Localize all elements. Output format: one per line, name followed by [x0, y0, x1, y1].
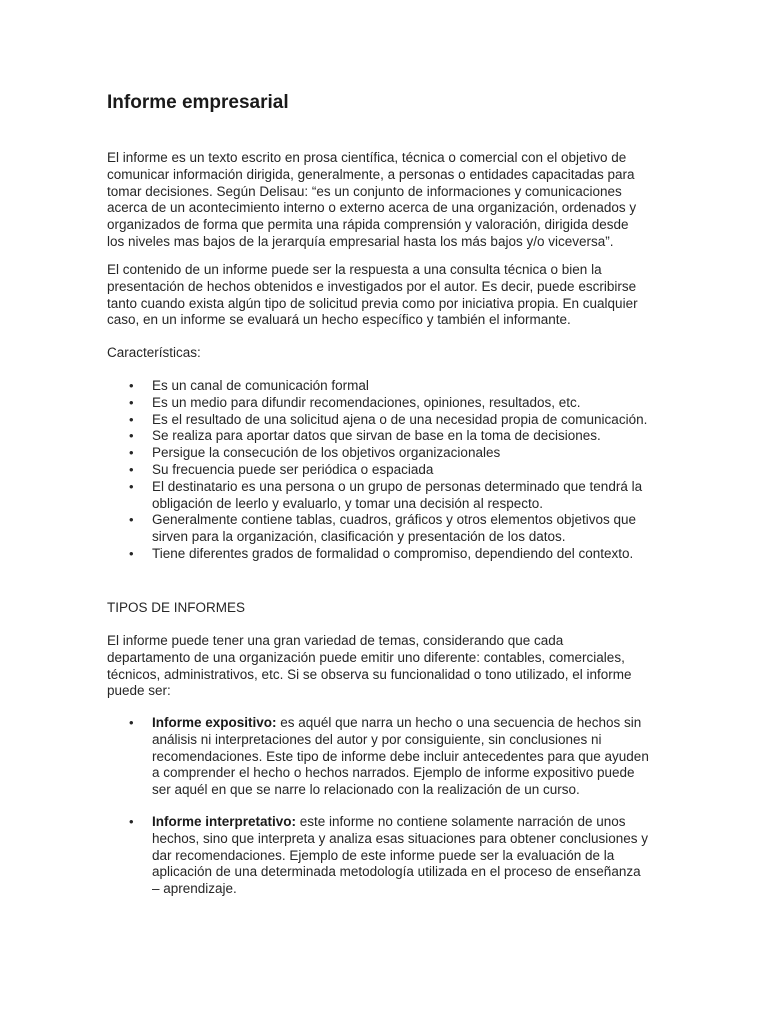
bullet-icon: • [129, 461, 134, 477]
bullet-icon: • [129, 378, 134, 393]
characteristics-list [107, 378, 647, 563]
list-item: • Tiene diferentes grados de formalidad o compromiso, dependiendo del contexto. [129, 545, 634, 561]
intro-line: El informe es un texto escrito en prosa científica, técnica o comercial con el objetivo de [107, 150, 627, 165]
type-term: Informe interpretativo: [152, 814, 297, 829]
intro-line: los niveles mas bajos de la jerarquía empresarial hasta los más bajos y/o viceversa”. [107, 233, 614, 249]
content-paragraph [107, 262, 638, 329]
types-intro-line: El informe puede tener una gran variedad de temas, considerando que cada [107, 633, 564, 648]
types-list-interpretativo [107, 814, 648, 898]
list-item: • El destinatario es una persona o un grupo de personas determinado que tendrá la obligación de leerlo y evaluarlo, y tomar una decisión al respecto. [129, 478, 643, 511]
types-heading: TIPOS DE INFORMES [107, 600, 246, 615]
bullet-icon: • [129, 394, 134, 410]
bullet-icon: • [129, 478, 134, 494]
bullet-icon: • [129, 445, 134, 461]
list-item: • Se realiza para aportar datos que sirvan de base en la toma de decisiones. [129, 428, 601, 444]
content-line: presentación de hechos obtenidos e investigados por el autor. Es decir, puede escribirse [107, 278, 637, 294]
page-title: Informe empresarial [107, 92, 289, 113]
content-line: caso, en un informe se evaluará un hecho específico y también el informante. [107, 312, 571, 328]
types-intro-paragraph [107, 633, 632, 700]
bullet-icon: • [129, 512, 134, 528]
characteristics-heading: Características: [107, 345, 201, 360]
intro-line: organizados de forma que permita una rápida comprensión y valoración, dirigida desde [107, 217, 629, 233]
list-item: • Persigue la consecución de los objetivos organizacionales [129, 445, 501, 461]
type-term: Informe expositivo: [152, 715, 277, 730]
bullet-icon: • [129, 411, 134, 427]
bullet-icon: • [129, 814, 134, 829]
intro-line: tomar decisiones. Según Delisau: “es un conjunto de informaciones y comunicaciones [107, 183, 622, 199]
list-item: • Generalmente contiene tablas, cuadros, gráficos y otros elementos objetivos que sirven para la organización, clasificación y presentación de los datos. [129, 512, 637, 545]
types-intro-line: técnicos, administrativos, etc. Si se observa su funcionalidad o tono utilizado, el informe [107, 666, 632, 682]
intro-line: comunicar información dirigida, generalmente, a personas o entidades capacitadas para [107, 166, 635, 182]
bullet-icon: • [129, 715, 134, 730]
types-list-expositivo [107, 715, 649, 799]
list-item: • Es el resultado de una solicitud ajena o de una necesidad propia de comunicación. [129, 411, 648, 427]
intro-paragraph [107, 150, 636, 251]
list-item: • Es un medio para difundir recomendaciones, opiniones, resultados, etc. [129, 394, 581, 410]
bullet-icon: • [129, 428, 134, 444]
content-line: El contenido de un informe puede ser la respuesta a una consulta técnica o bien la [107, 262, 602, 277]
types-intro-line: departamento de una organización puede emitir uno diferente: contables, comerciales, [107, 649, 625, 665]
list-item: • Es un canal de comunicación formal [129, 378, 369, 393]
intro-line: acerca de un acontecimiento interno o externo acerca de una organización, ordenados y [107, 200, 637, 216]
list-item: • Informe interpretativo: este informe no contiene solamente narración de unos hechos, sino que interpreta y analiza esas situaciones para obtener conclusiones y dar recomendaciones. Ejemplo de este informe puede ser la evaluación de la aplicación de una determinada metodología utilizada en el proceso de enseñanza – aprendizaje. [129, 814, 649, 897]
list-item: • Informe expositivo: es aquél que narra un hecho o una secuencia de hechos sin análisis ni interpretaciones del autor y por consiguiente, sin conclusiones ni recomendaciones. Este tipo de informe debe incluir antecedentes para que ayuden a comprender el hecho o hechos narrados. Ejemplo de informe expositivo puede ser aquél en que se narre lo relacionado con la realización de un curso. [129, 715, 649, 798]
types-intro-line: puede ser: [107, 683, 171, 699]
content-line: tanto cuando exista algún tipo de solicitud previa como por iniciativa propia. En cualquier [107, 295, 638, 311]
list-item: • Su frecuencia puede ser periódica o espaciada [129, 461, 434, 477]
bullet-icon: • [129, 545, 134, 561]
